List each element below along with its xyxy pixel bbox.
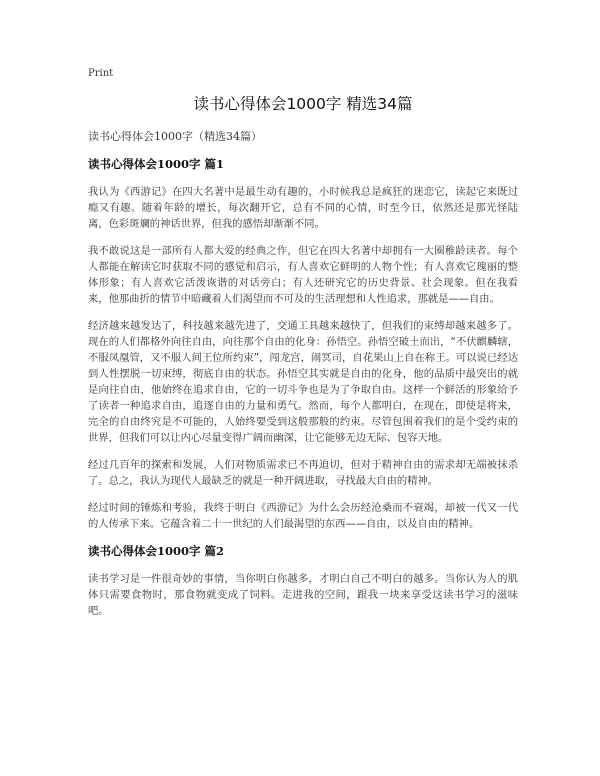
- paragraph: 我认为《西游记》在四大名著中是最生动有趣的，小时候我总是疯狂的迷恋它，读起它来既过瘾又有趣。随着年龄的增长，每次翻开它，总有不同的心情，时至今日，依然还是那光怪陆离，色彩斑斓的神话世界，但我的感悟却渐渐不同。: [88, 186, 518, 230]
- page-title: 读书心得体会1000字 精选34篇: [193, 95, 413, 113]
- document-page: [88, 68, 518, 630]
- paragraph: 经过时间的锤炼和考验，我终于明白《西游记》为什么会历经沧桑而不衰竭，却被一代又一代的人传承下来。它蕴含着二十一世纪的人们最渴望的东西——自由，以及自由的精神。: [88, 502, 518, 530]
- paragraph: 经济越来越发达了，科技越来越先进了，交通工具越来越快了，但我们的束缚却越来越多了。现在的人们都格外向往自由，向往那个自由的化身：孙悟空。孙悟空破土而出，“不伏麒麟辖，不服凤凰管，又不服人间王位所约束”，闯龙宫，闹冥司，自花果山上自在称王。可以说已经达到人性摆脱一切束缚，彻底自由的状态。孙悟空其实就是自由的化身，他的品质中最突出的就是向往自由，他始终在追求自由，它的一切斗争也是为了争取自由。这样一个鲜活的形象给予了读者一种追求自由，追逐自由的力量和勇气。然而，每个人都明白，在现在，即使是将来，完全的自由终究是不可能的，人始终要受到这般那般的约束。尽管包围着我们的是个受约束的世界，但我们可以让内心尽量变得广阔而幽深，让它能够无边无际、包容天地。: [88, 320, 518, 444]
- document-subtitle: 读书心得体会1000字（精选34篇）: [88, 130, 262, 143]
- print-link[interactable]: Print: [88, 68, 114, 79]
- section-2: [88, 543, 518, 619]
- paragraph: 经过几百年的探索和发展，人们对物质需求已不再迫切，但对于精神自由的需求却无端被抹杀了。总之，我认为现代人最缺乏的就是一种开阔进取，寻找最大自由的精神。: [88, 459, 518, 487]
- section-heading: 读书心得体会1000字 篇1: [88, 157, 225, 171]
- paragraph: 我不敢说这是一部所有人都大爱的经典之作，但它在四大名著中却拥有一大圈稚龄读者。每个人都能在解读它时获取不同的感觉和启示，有人喜欢它鲜明的人物个性；有人喜欢它瑰丽的整体形象；有人喜欢它活泼诙谐的对话旁白；有人还研究它的历史背景、社会现象。但在我看来，他那曲折的情节中暗藏着人们渴望而不可及的生活理想和人性追求，那就是——自由。: [88, 245, 518, 305]
- paragraph: 读书学习是一件很奇妙的事情，当你明白你越多，才明白自己不明白的越多。当你认为人的肌体只需要食物时，那食物就变成了饲料。走进我的空间，跟我一块来享受这读书学习的滋味吧。: [88, 573, 518, 617]
- section-heading: 读书心得体会1000字 篇2: [88, 544, 225, 558]
- section-1: [88, 156, 518, 532]
